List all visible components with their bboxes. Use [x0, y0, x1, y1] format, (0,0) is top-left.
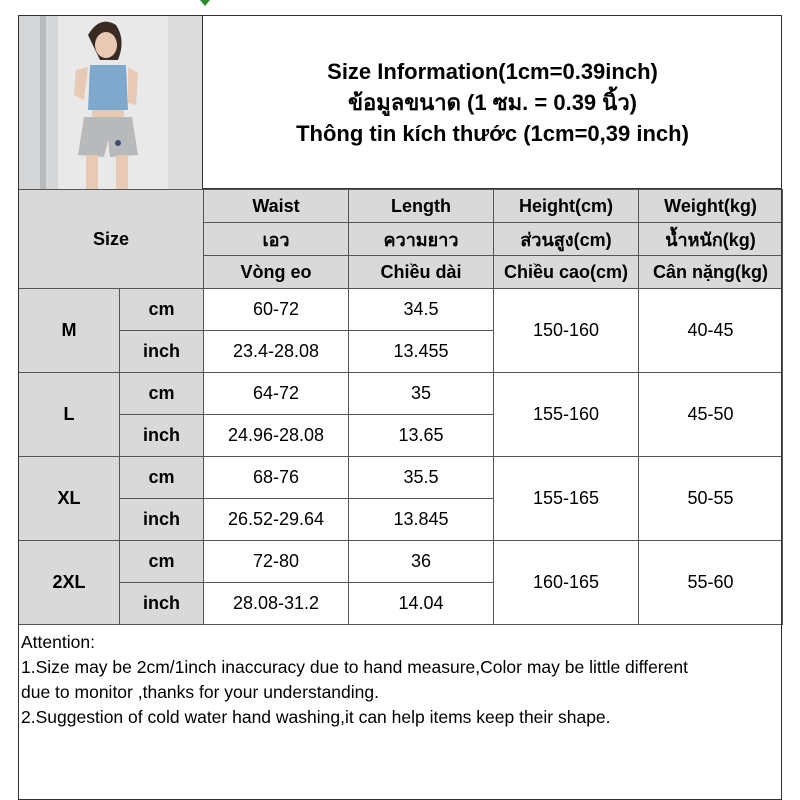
unit-inch: inch [120, 499, 204, 541]
weight-value: 40-45 [639, 289, 783, 373]
size-label: 2XL [19, 541, 120, 625]
title-vietnamese: Thông tin kích thước (1cm=0,39 inch) [296, 120, 689, 146]
col-waist-vi: Vòng eo [204, 256, 349, 289]
col-weight-en: Weight(kg) [639, 190, 783, 223]
unit-cm: cm [120, 373, 204, 415]
height-value: 155-165 [494, 457, 639, 541]
size-label: M [19, 289, 120, 373]
waist-inch: 24.96-28.08 [204, 415, 349, 457]
weight-value: 45-50 [639, 373, 783, 457]
col-weight-vi: Cân nặng(kg) [639, 256, 783, 289]
height-value: 150-160 [494, 289, 639, 373]
note-line-1a: 1.Size may be 2cm/1inch inaccuracy due to hand measure,Color may be little different [21, 657, 688, 677]
waist-inch: 28.08-31.2 [204, 583, 349, 625]
height-value: 155-160 [494, 373, 639, 457]
note-line-2: 2.Suggestion of cold water hand washing,it can help items keep their shape. [21, 707, 611, 727]
height-value: 160-165 [494, 541, 639, 625]
weight-value: 55-60 [639, 541, 783, 625]
notes-heading: Attention: [21, 632, 95, 652]
length-inch: 14.04 [349, 583, 494, 625]
size-header: Size [19, 190, 204, 289]
title-thai: ข้อมูลขนาด (1 ซม. = 0.39 นิ้ว) [347, 89, 637, 115]
col-length-vi: Chiều dài [349, 256, 494, 289]
waist-cm: 68-76 [204, 457, 349, 499]
waist-inch: 26.52-29.64 [204, 499, 349, 541]
title-english: Size Information(1cm=0.39inch) [327, 58, 658, 84]
size-label: L [19, 373, 120, 457]
length-cm: 34.5 [349, 289, 494, 331]
length-inch: 13.65 [349, 415, 494, 457]
unit-inch: inch [120, 583, 204, 625]
unit-inch: inch [120, 331, 204, 373]
outer-border [18, 15, 782, 800]
length-cm: 35.5 [349, 457, 494, 499]
col-length-en: Length [349, 190, 494, 223]
col-height-vi: Chiều cao(cm) [494, 256, 639, 289]
corner-marker [200, 0, 210, 6]
size-label: XL [19, 457, 120, 541]
note-line-1b: due to monitor ,thanks for your understanding. [21, 682, 379, 702]
length-inch: 13.845 [349, 499, 494, 541]
unit-cm: cm [120, 541, 204, 583]
waist-cm: 60-72 [204, 289, 349, 331]
length-cm: 36 [349, 541, 494, 583]
waist-cm: 72-80 [204, 541, 349, 583]
col-height-th: ส่วนสูง(cm) [494, 223, 639, 256]
col-height-en: Height(cm) [494, 190, 639, 223]
col-weight-th: น้ำหนัก(kg) [639, 223, 783, 256]
unit-cm: cm [120, 289, 204, 331]
length-inch: 13.455 [349, 331, 494, 373]
col-length-th: ความยาว [349, 223, 494, 256]
unit-cm: cm [120, 457, 204, 499]
col-waist-en: Waist [204, 190, 349, 223]
waist-inch: 23.4-28.08 [204, 331, 349, 373]
col-waist-th: เอว [204, 223, 349, 256]
unit-inch: inch [120, 415, 204, 457]
weight-value: 50-55 [639, 457, 783, 541]
length-cm: 35 [349, 373, 494, 415]
waist-cm: 64-72 [204, 373, 349, 415]
